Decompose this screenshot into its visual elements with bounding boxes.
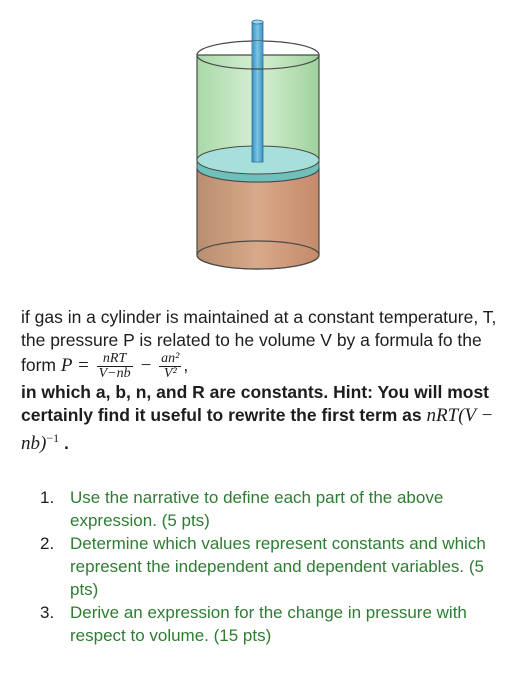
list-item bbox=[40, 532, 510, 601]
item-text: Use the narrative to define each part of the above expression. (5 pts) bbox=[70, 488, 444, 530]
piston-cylinder-illustration bbox=[0, 0, 525, 300]
formula-lhs: P = bbox=[60, 355, 90, 377]
statement-text: if gas in a cylinder is maintained at a constant temperature, T, the pressure P is related to he volume V by a formula fo the form bbox=[21, 307, 497, 376]
item-number: 3. bbox=[40, 603, 55, 622]
item-text: Derive an expression for the change in pressure with respect to volume. (15 pts) bbox=[70, 603, 467, 645]
minus-sign: − bbox=[139, 355, 153, 377]
fraction-denominator: V−nb bbox=[98, 366, 131, 381]
problem-statement bbox=[21, 306, 501, 455]
item-text: Determine which values represent constants and which represent the independent and dependent variables. (5 pts) bbox=[70, 534, 486, 599]
rewrite-expression: nRT(V − nb) bbox=[21, 405, 494, 454]
list-item bbox=[40, 601, 510, 647]
lower-chamber bbox=[197, 168, 319, 269]
hint-text: in which a, b, n, and R are constants. Hint: You will most certainly find it useful to rewrite the first term as bbox=[21, 382, 490, 425]
item-number: 1. bbox=[40, 488, 55, 507]
period: . bbox=[63, 432, 69, 453]
fraction-denominator: V² bbox=[163, 366, 177, 381]
question-list bbox=[40, 486, 510, 647]
fraction-numerator: an² bbox=[161, 351, 180, 366]
fraction-nrt bbox=[97, 352, 133, 381]
comma: , bbox=[183, 355, 189, 376]
item-number: 2. bbox=[40, 534, 55, 553]
exponent: −1 bbox=[46, 431, 60, 445]
fraction-numerator: nRT bbox=[97, 352, 133, 367]
list-item bbox=[40, 486, 510, 532]
fraction-an2 bbox=[159, 352, 181, 381]
